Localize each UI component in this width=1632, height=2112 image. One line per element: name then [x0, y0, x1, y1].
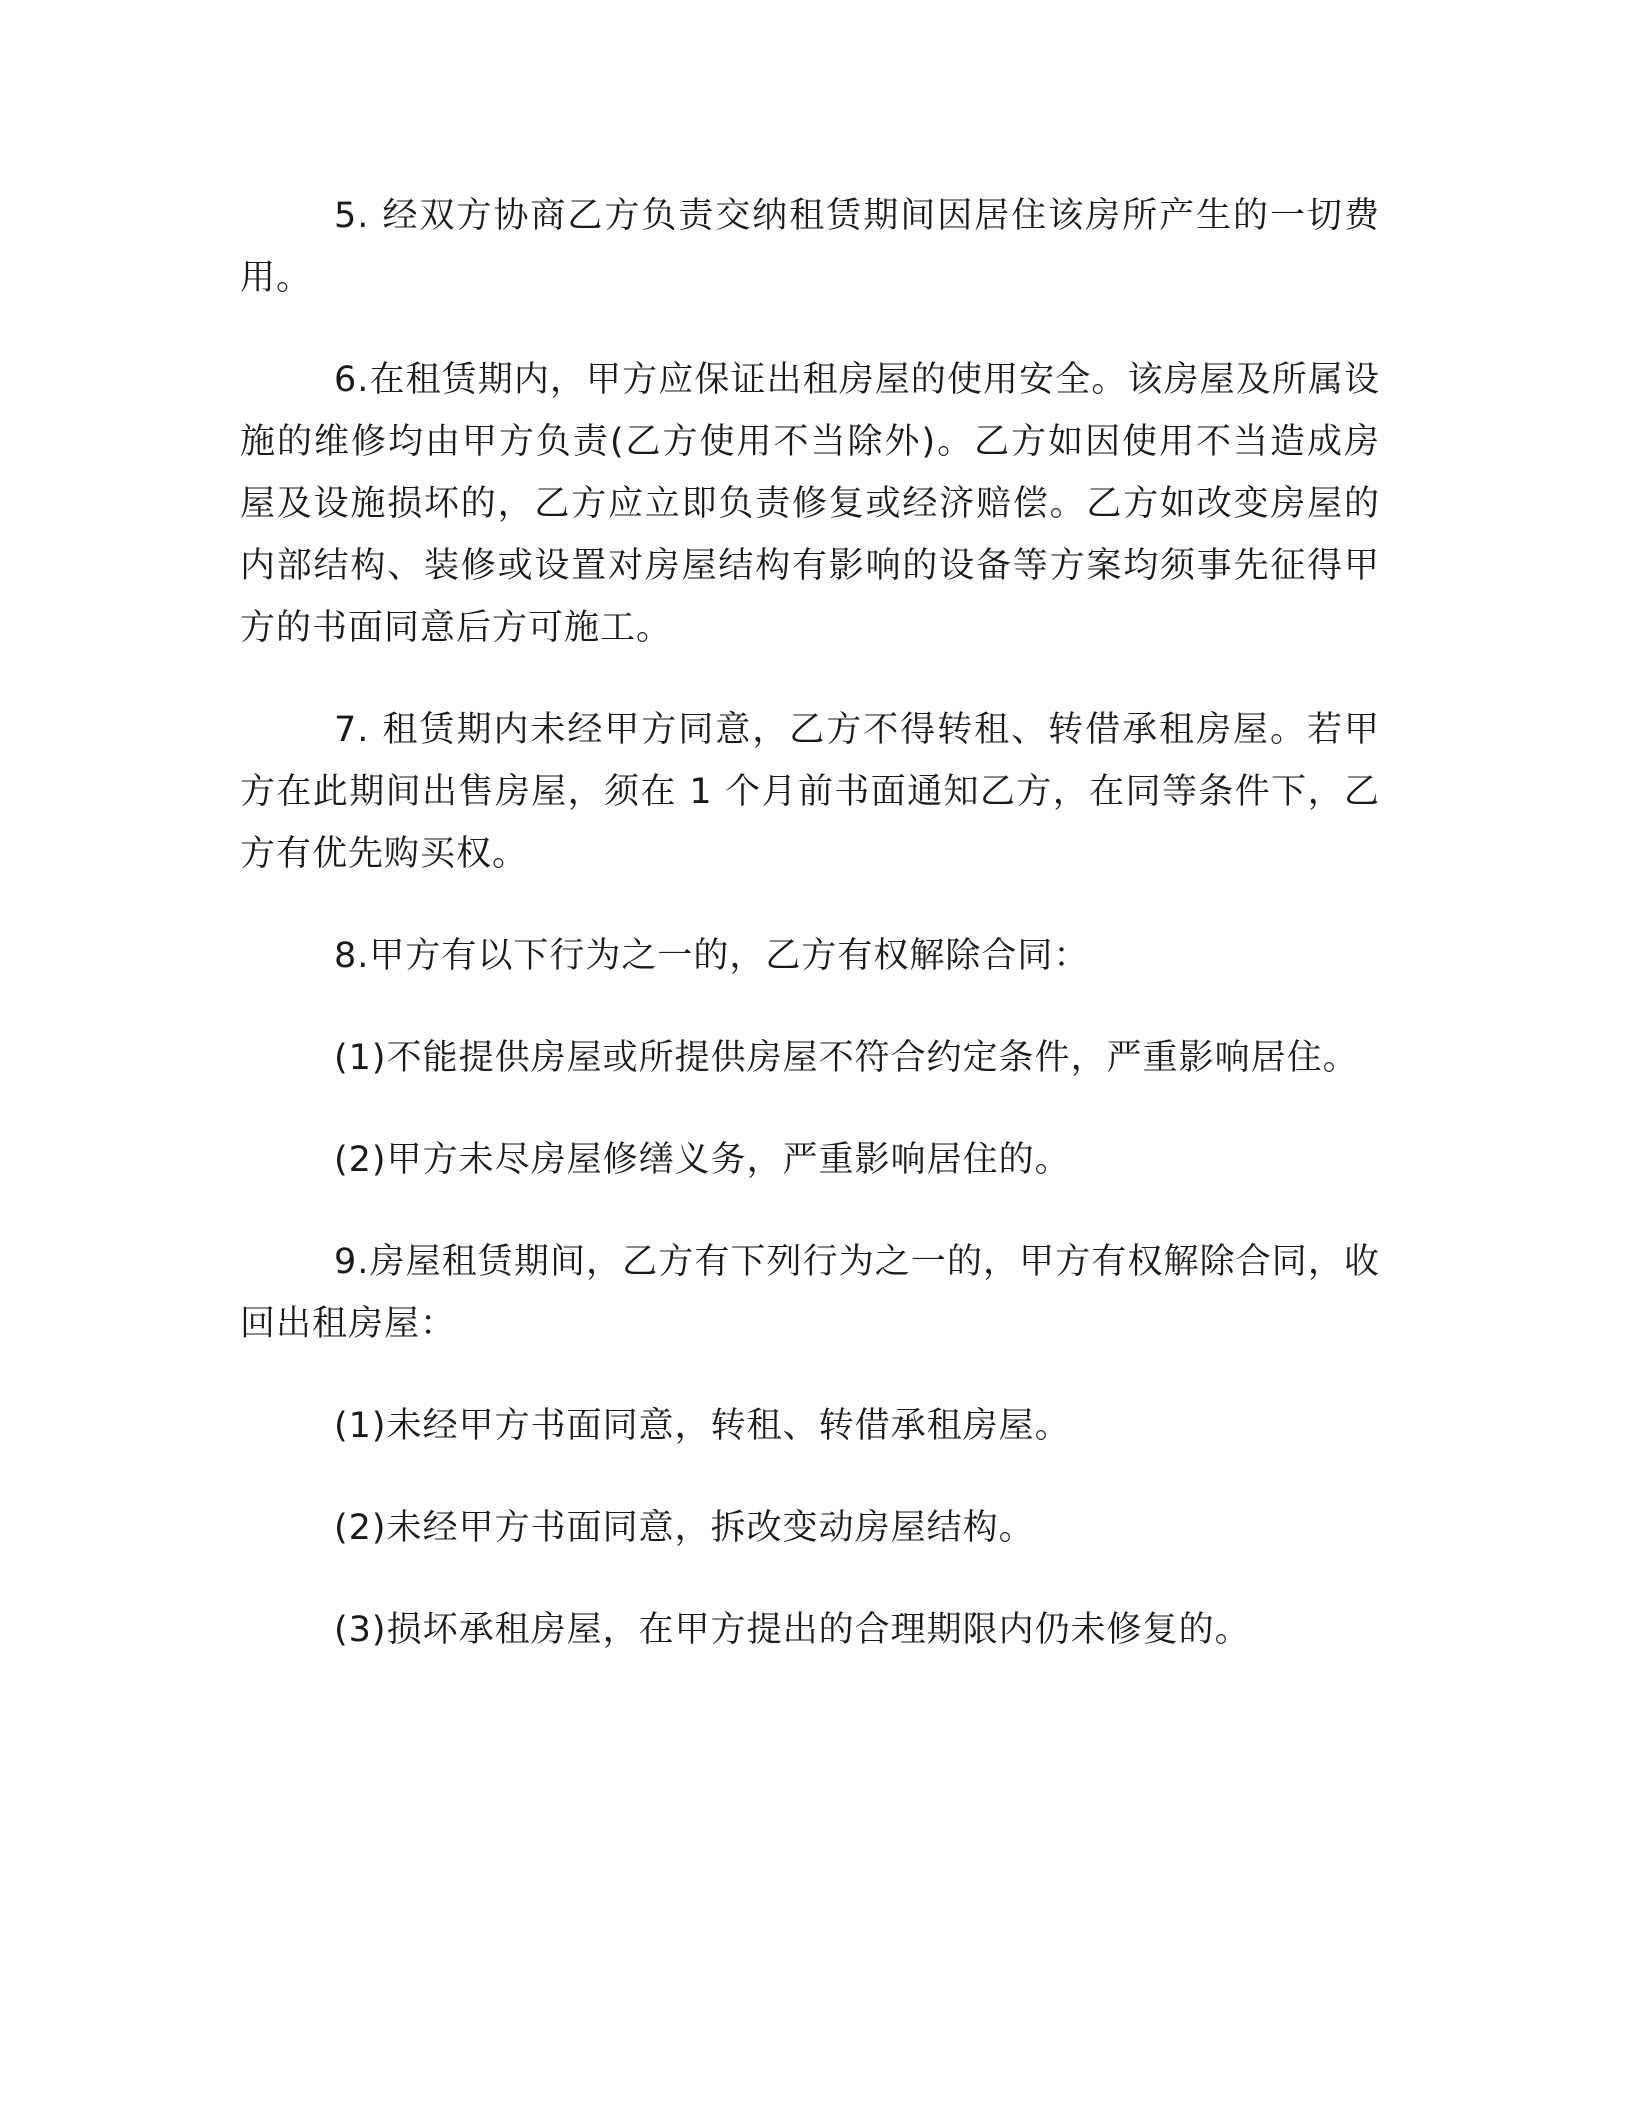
clause-8-item-2: (2)甲方未尽房屋修缮义务，严重影响居住的。 [334, 1140, 1071, 1180]
clause-9-item-2: (2)未经甲方书面同意，拆改变动房屋结构。 [334, 1508, 1035, 1548]
clause-9-paragraph: 9.房屋租赁期间，乙方有下列行为之一的，甲方有权解除合同，收回出租房屋： [240, 1242, 1380, 1344]
document-body [240, 185, 1380, 1661]
clause-8-item-1: (1)不能提供房屋或所提供房屋不符合约定条件，严重影响居住。 [334, 1038, 1359, 1078]
clause-7-paragraph: 7. 租赁期内未经甲方同意，乙方不得转租、转借承租房屋。若甲方在此期间出售房屋，须在 1 个月前书面通知乙方，在同等条件下，乙方有优先购买权。 [240, 710, 1380, 874]
clause-6-paragraph: 6.在租赁期内，甲方应保证出租房屋的使用安全。该房屋及所属设施的维修均由甲方负责(乙方使用不当除外)。乙方如因使用不当造成房屋及设施损坏的，乙方应立即负责修复或经济赔偿。乙方如改变房屋的内部结构、装修或设置对房屋结构有影响的设备等方案均须事先征得甲方的书面同意后方可施工。 [240, 360, 1380, 648]
clause-9-item-3: (3)损坏承租房屋，在甲方提出的合理期限内仍未修复的。 [334, 1610, 1251, 1650]
clause-9-item-1: (1)未经甲方书面同意，转租、转借承租房屋。 [334, 1406, 1071, 1446]
clause-5-paragraph: 5. 经双方协商乙方负责交纳租赁期间因居住该房所产生的一切费用。 [240, 196, 1380, 298]
clause-8-paragraph: 8.甲方有以下行为之一的，乙方有权解除合同： [334, 936, 1090, 976]
